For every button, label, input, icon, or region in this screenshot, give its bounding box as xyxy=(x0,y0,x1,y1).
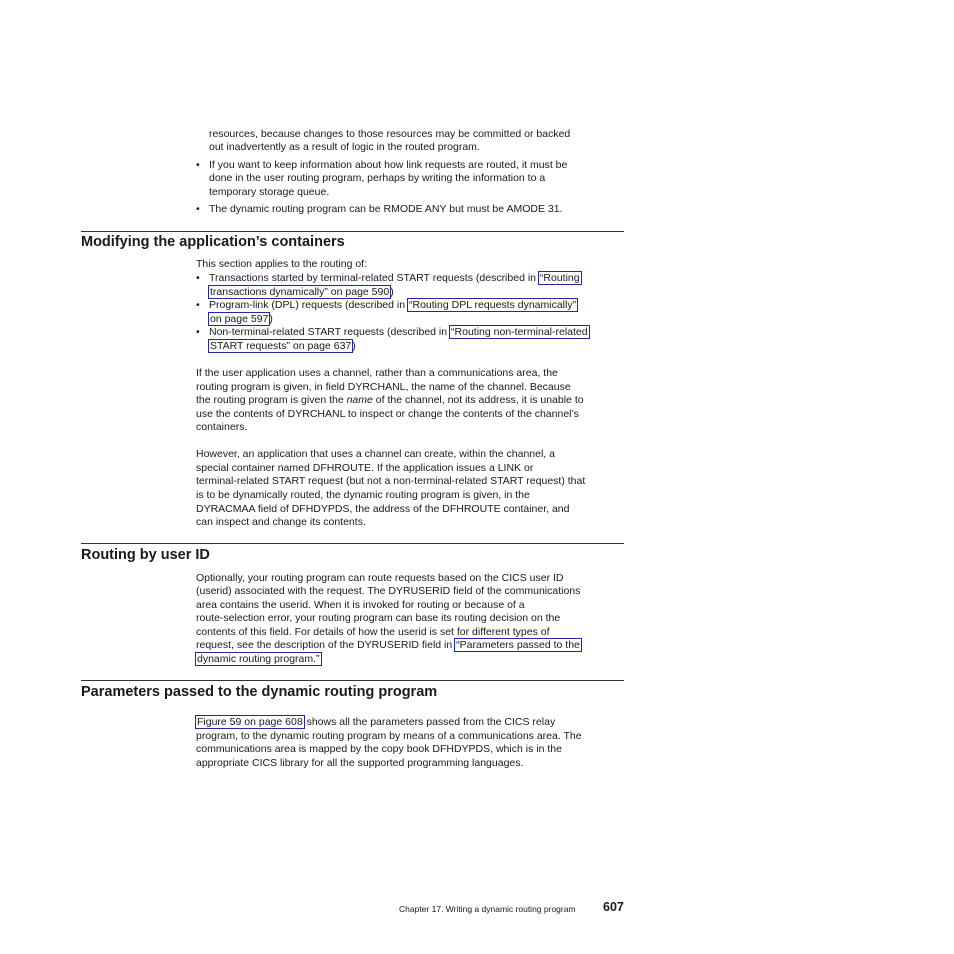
section3-line-2: program, to the dynamic routing program by means of a communications area. The xyxy=(196,730,582,742)
section3-line-1 xyxy=(196,716,555,730)
para-text: shows all the parameters passed from the CICS relay xyxy=(303,716,556,728)
section3-line-4: appropriate CICS library for all the supported programming languages. xyxy=(196,757,524,769)
section2-line-7 xyxy=(196,653,321,667)
section2-line-1: Optionally, your routing program can route requests based on the CICS user ID xyxy=(196,572,564,584)
para-text: of the channel, not its address, it is unable to xyxy=(372,394,584,406)
footer-page-number: 607 xyxy=(603,900,624,914)
section1-para2-line-4: is to be dynamically routed, the dynamic routing program is given, in the xyxy=(196,489,530,501)
item-tail: ) xyxy=(352,340,356,352)
section2-line-3: area contains the userid. When it is invoked for routing or because of a xyxy=(196,599,525,611)
section1-item-3-line-1 xyxy=(209,326,589,340)
section2-line-5: contents of this field. For details of how the userid is set for different types of xyxy=(196,626,550,638)
section-heading-modifying-containers: Modifying the application’s containers xyxy=(81,234,345,250)
section-rule xyxy=(81,231,624,232)
section1-para1-line-3 xyxy=(196,394,584,408)
intro-bullet-1-line-2: done in the user routing program, perhaps by writing the information to a xyxy=(209,172,546,184)
section-rule xyxy=(81,543,624,544)
bullet-marker: • xyxy=(196,299,200,311)
section1-para1-line-2: routing program is given, in field DYRCHANL, the name of the channel. Because xyxy=(196,381,571,393)
item-tail: ) xyxy=(269,313,273,325)
section-rule xyxy=(81,680,624,681)
section-heading-parameters-passed: Parameters passed to the dynamic routing program xyxy=(81,684,438,700)
section2-line-4: route-selection error, your routing program can base its routing decision on the xyxy=(196,612,561,624)
section1-item-1-line-1 xyxy=(209,272,581,286)
link-parameters-passed-cont[interactable]: dynamic routing program.” xyxy=(197,653,320,665)
intro-bullet-2-line-1: The dynamic routing program can be RMODE ANY but must be AMODE 31. xyxy=(209,203,563,215)
section1-item-2-line-1 xyxy=(209,299,577,313)
link-routing-non-terminal-start[interactable]: “Routing non-terminal-related xyxy=(451,326,588,338)
link-routing-dpl-requests[interactable]: “Routing DPL requests dynamically” xyxy=(409,299,577,311)
link-routing-non-terminal-start-page[interactable]: START requests” on page 637 xyxy=(210,340,352,352)
section1-para1-line-5: containers. xyxy=(196,421,248,433)
section3-line-3: communications area is mapped by the copy book DFHDYPDS, which is in the xyxy=(196,743,562,755)
section1-item-1-line-2 xyxy=(209,286,394,300)
para-text: the routing program is given the xyxy=(196,394,347,406)
para-text: request, see the description of the DYRUSERID field in xyxy=(196,639,456,651)
para-italic-name: name xyxy=(346,394,373,406)
link-routing-transactions-dynamically-page[interactable]: transactions dynamically” on page 590 xyxy=(210,286,390,298)
bullet-marker: • xyxy=(196,159,200,171)
section1-item-2-line-2 xyxy=(209,313,273,327)
intro-cont-line-2: out inadvertently as a result of logic in the routed program. xyxy=(209,141,480,153)
section2-line-2: (userid) associated with the request. The DYRUSERID field of the communications xyxy=(196,585,581,597)
section-heading-routing-by-user-id: Routing by user ID xyxy=(81,547,210,563)
intro-bullet-1-line-3: temporary storage queue. xyxy=(209,186,330,198)
item-text: Transactions started by terminal-related START requests (described in xyxy=(209,272,539,284)
section1-para2-line-1: However, an application that uses a channel can create, within the channel, a xyxy=(196,448,555,460)
item-text: Program-link (DPL) requests (described in xyxy=(209,299,408,311)
intro-bullet-1-line-1: If you want to keep information about how link requests are routed, it must be xyxy=(209,159,568,171)
section1-para2-line-5: DYRACMAA field of DFHDYPDS, the address of the DFHROUTE container, and xyxy=(196,503,570,515)
section2-line-6 xyxy=(196,639,581,653)
section1-para2-line-6: can inspect and change its contents. xyxy=(196,516,366,528)
section1-para1-line-1: If the user application uses a channel, rather than a communications area, the xyxy=(196,367,558,379)
item-text: Non-terminal-related START requests (described in xyxy=(209,326,451,338)
section1-lead: This section applies to the routing of: xyxy=(196,258,368,270)
section1-para2-line-3: terminal-related START request (but not a non-terminal-related START request) that xyxy=(196,475,586,487)
footer-chapter-title: Chapter 17. Writing a dynamic routing program xyxy=(399,904,576,914)
link-figure-59[interactable]: Figure 59 on page 608 xyxy=(197,716,303,728)
item-tail: ) xyxy=(390,286,394,298)
bullet-marker: • xyxy=(196,203,200,215)
section1-para2-line-2: special container named DFHROUTE. If the application issues a LINK or xyxy=(196,462,534,474)
section1-item-3-line-2 xyxy=(209,340,356,354)
link-routing-transactions-dynamically[interactable]: “Routing xyxy=(539,272,580,284)
intro-cont-line-1: resources, because changes to those resources may be committed or backed xyxy=(209,128,571,140)
link-routing-dpl-requests-page[interactable]: on page 597 xyxy=(210,313,269,325)
section1-para1-line-4: use the contents of DYRCHANL to inspect or change the contents of the channel’s xyxy=(196,408,579,420)
link-parameters-passed[interactable]: “Parameters passed to the xyxy=(456,639,580,651)
bullet-marker: • xyxy=(196,272,200,284)
bullet-marker: • xyxy=(196,326,200,338)
